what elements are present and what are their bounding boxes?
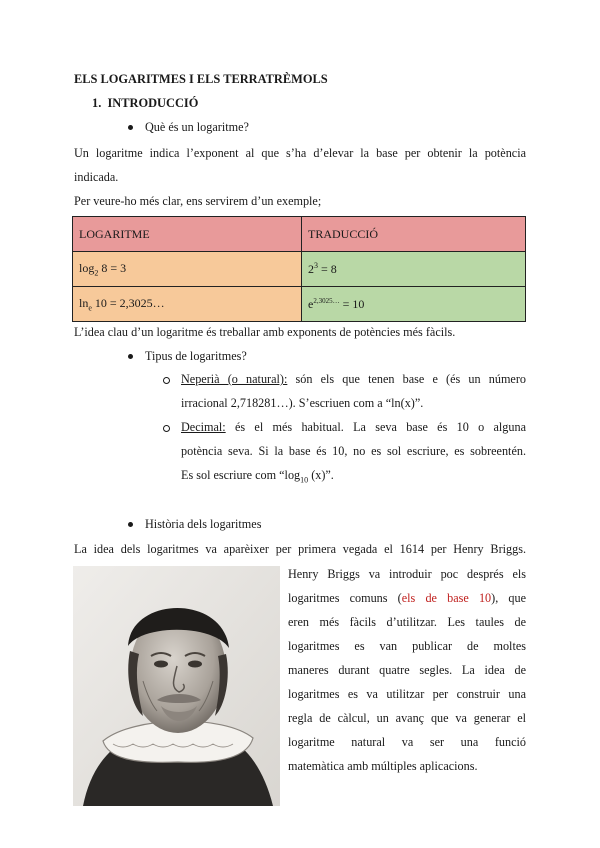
bullet-label: Història dels logaritmes [145, 517, 262, 531]
bullet-ring-icon [163, 425, 170, 432]
table-cell-translation [302, 252, 526, 287]
cell-subscript: 2 [94, 268, 99, 278]
cell-text: 10 = 2,3025… [91, 295, 165, 310]
decimal-text: Es sol escriure com “log [181, 468, 301, 482]
history-intro: La idea dels logaritmes va aparèixer per primera vegada el 1614 per Henry Briggs. [74, 542, 526, 556]
bullet-history [128, 517, 261, 532]
section-heading-introduction: 1. INTRODUCCIÓ [92, 96, 199, 110]
table-header-cell: TRADUCCIÓ [302, 217, 526, 252]
history-line-1: Henry Briggs va introduir poc després els [288, 567, 526, 581]
table-cell-log [73, 287, 302, 322]
cell-text: 2 [308, 262, 314, 276]
table-header-cell: LOGARITME [73, 217, 302, 252]
history-text: logaritmes comuns ( [288, 591, 402, 605]
neperian-text: són els que tenen base e (és un número [287, 372, 526, 386]
neperian-line-2: irracional 2,718281…). S’escriuen com a “ln(x)”. [181, 396, 424, 410]
history-line-8: logaritme natural va ser una funció [288, 735, 526, 749]
decimal-line-1 [181, 415, 526, 439]
table-cell-translation [302, 287, 526, 322]
cell-text: = 8 [318, 262, 337, 276]
definition-line-2: indicada. [74, 170, 119, 184]
document-title: ELS LOGARITMES I ELS TERRATRÈMOLS [74, 72, 328, 86]
sub-bullet-decimal [163, 421, 182, 436]
neperian-line-1 [181, 367, 526, 391]
neperian-term: Neperià (o natural): [181, 372, 288, 386]
history-line-2 [288, 586, 526, 610]
cell-text: log [79, 260, 95, 275]
decimal-text: és el més habitual. La seva base és 10 o alguna [225, 420, 526, 434]
history-line-6: logaritmes es va utilitzar per construir una [288, 687, 526, 701]
bullet-label: Què és un logaritme? [145, 120, 249, 134]
decimal-term: Decimal: [181, 420, 226, 434]
decimal-subscript: 10 [300, 475, 309, 485]
cell-superscript: 2,3025… [313, 296, 340, 305]
cell-text: 8 = 3 [98, 260, 127, 275]
sub-bullet-neperian [163, 373, 182, 388]
henry-briggs-portrait [73, 566, 280, 806]
bullet-types [128, 349, 247, 364]
bullet-ring-icon [163, 377, 170, 384]
cell-text: ln [79, 295, 89, 310]
bullet-dot-icon [128, 522, 133, 527]
bullet-dot-icon [128, 354, 133, 359]
cell-text: e [308, 296, 314, 311]
history-highlight: els de base 10 [401, 591, 492, 605]
example-intro: Per veure-ho més clar, ens servirem d’un exemple; [74, 194, 322, 208]
portrait-illustration [73, 566, 280, 806]
decimal-line-2: potència seva. Si la base és 10, no es sol escriure, es sobreentén. [181, 444, 526, 458]
history-line-3: eren més fàcils d’utilitzar. Les taules de [288, 615, 526, 629]
history-text: ), que [491, 591, 527, 605]
logarithm-table [72, 216, 526, 322]
table-row [73, 287, 526, 322]
cell-subscript: e [88, 303, 92, 313]
bullet-label: Tipus de logaritmes? [145, 349, 247, 363]
decimal-line-3 [181, 463, 526, 492]
key-idea: L’idea clau d’un logaritme és treballar amb exponents de potències més fàcils. [74, 325, 456, 339]
decimal-text: (x)”. [308, 468, 334, 482]
history-line-4: logaritmes es van publicar de moltes [288, 639, 526, 653]
history-line-5: maneres durant quatre segles. La idea de [288, 663, 526, 677]
definition-line-1: Un logaritme indica l’exponent al que s’ha d’elevar la base per obtenir la potència [74, 146, 526, 160]
table-cell-log [73, 252, 302, 287]
cell-superscript: 3 [314, 261, 318, 270]
cell-text: = 10 [339, 296, 365, 311]
table-row [73, 252, 526, 287]
bullet-what-is-log [128, 120, 249, 135]
table-header-row [73, 217, 526, 252]
history-line-7: regla de càlcul, un avanç que va generar el [288, 711, 526, 725]
bullet-dot-icon [128, 125, 133, 130]
history-line-9: matemàtica amb múltiples aplicacions. [288, 759, 478, 773]
